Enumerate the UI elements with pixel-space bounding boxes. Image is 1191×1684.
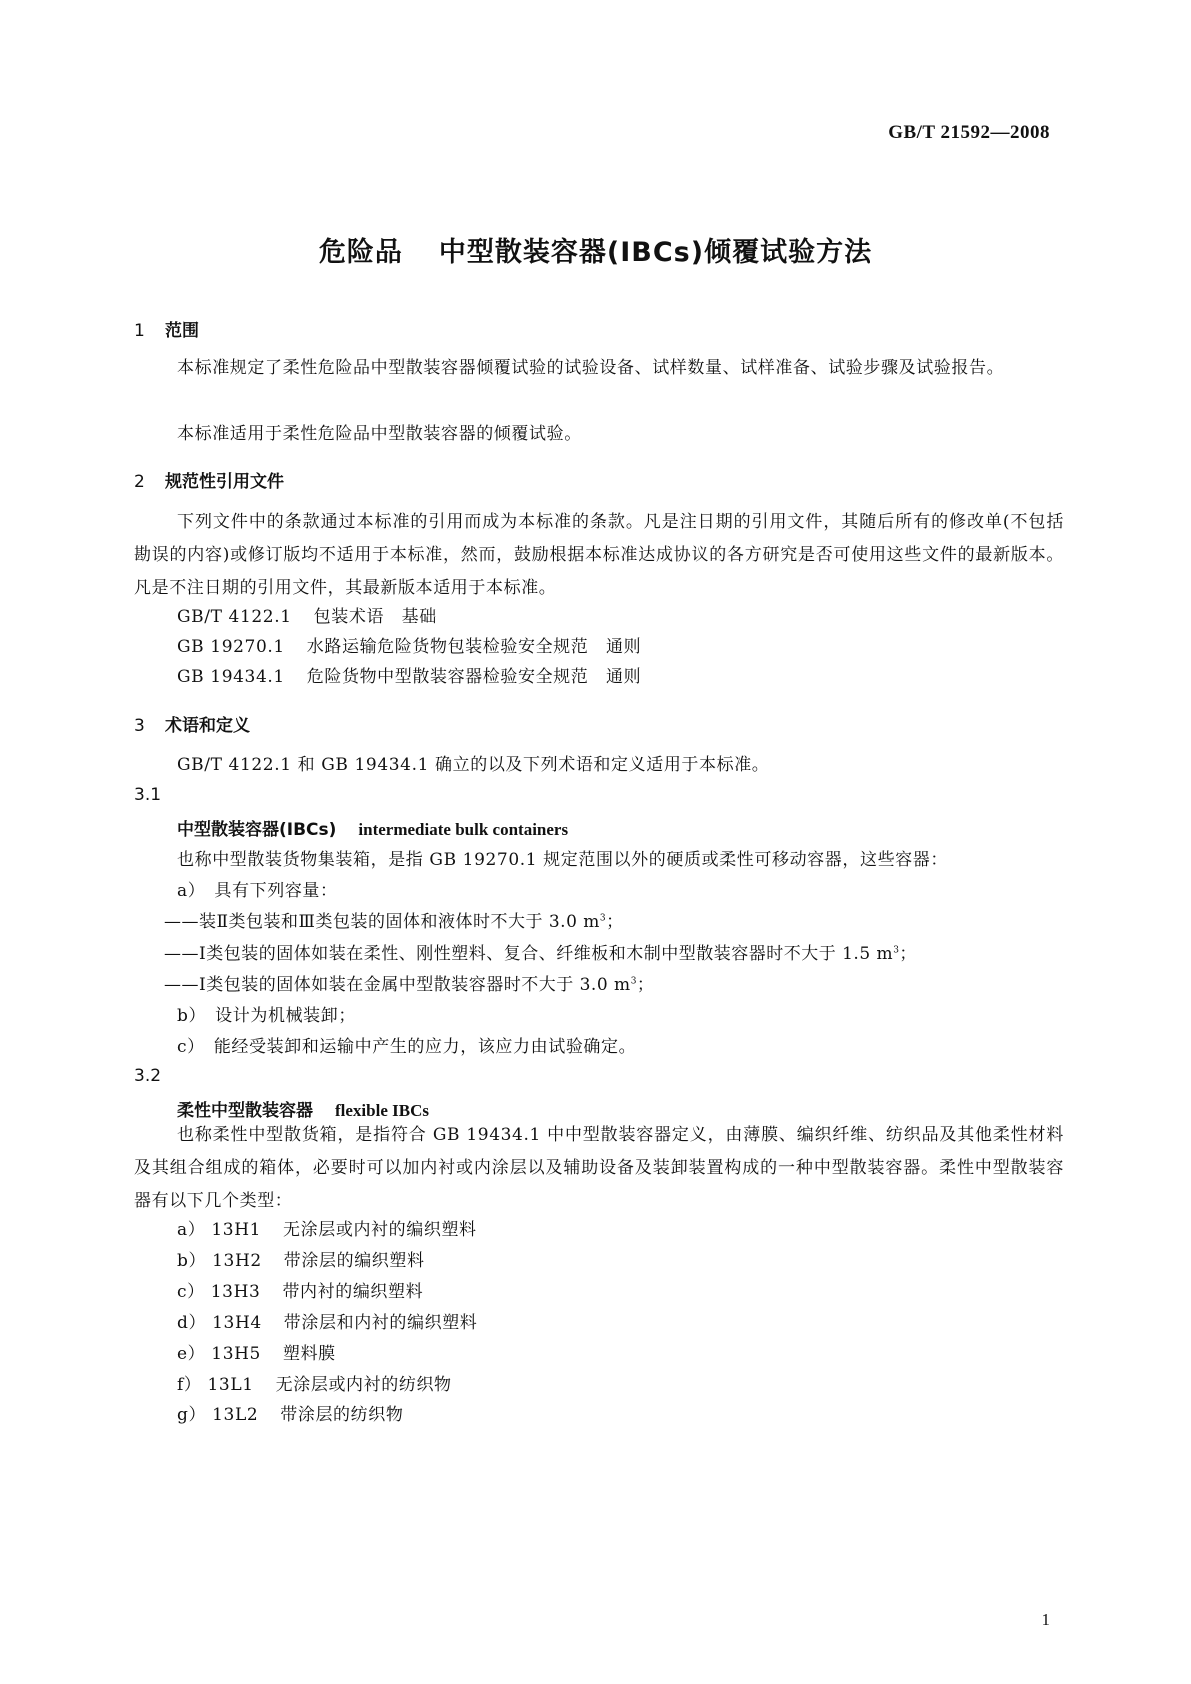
type-item-c: c） 13H3 带内衬的编织塑料: [177, 1282, 424, 1302]
standard-code: GB/T 21592—2008: [888, 122, 1050, 143]
type-item-e: e） 13H5 塑料膜: [177, 1344, 336, 1364]
type-item-b: b） 13H2 带涂层的编织塑料: [177, 1251, 425, 1271]
list-item-b: b） 设计为机械装卸；: [177, 1006, 356, 1026]
section-1-heading: 1 范围: [134, 321, 199, 341]
section-3-heading: 3 术语和定义: [134, 716, 250, 736]
section-1-para-1: 本标准规定了柔性危险品中型散装容器倾覆试验的试验设备、试样数量、试样准备、试验步骤及试验报告。: [177, 358, 1005, 378]
type-item-f: f） 13L1 无涂层或内衬的纺织物: [177, 1375, 452, 1395]
title-part-1: 危险品: [318, 237, 403, 268]
reference-2: GB 19270.1 水路运输危险货物包装检验安全规范 通则: [177, 637, 642, 657]
reference-3: GB 19434.1 危险货物中型散装容器检验安全规范 通则: [177, 667, 642, 687]
type-item-d: d） 13H4 带涂层和内衬的编织塑料: [177, 1313, 478, 1333]
page-number: 1: [1041, 1610, 1050, 1629]
type-item-a: a） 13H1 无涂层或内衬的编织塑料: [177, 1220, 477, 1240]
subsection-3-1-number: 3.1: [134, 785, 162, 805]
dash-item-1: ——装Ⅱ类包装和Ⅲ类包装的固体和液体时不大于 3.0 $m^3$；: [164, 912, 624, 932]
section-3-para-1: GB/T 4122.1 和 GB 19434.1 确立的以及下列术语和定义适用于本标准。: [177, 755, 770, 775]
term-3-2-definition: 也称柔性中型散货箱，是指符合 GB 19434.1 中中型散装容器定义，由薄膜、编织纤维、纺织品及其他柔性材料及其组合组成的箱体，必要时可以加内衬或内涂层以及辅助设备及装卸装置构成的一种中型散装容器。柔性中型散装容器有以下几个类型：: [134, 1125, 1064, 1211]
subsection-3-2-number: 3.2: [134, 1066, 162, 1086]
type-item-g: g） 13L2 带涂层的纺织物: [177, 1405, 404, 1425]
title-part-2: 中型散装容器(IBCs)倾覆试验方法: [438, 237, 873, 268]
term-3-1-definition: 也称中型散装货物集装箱，是指 GB 19270.1 规定范围以外的硬质或柔性可移动容器，这些容器：: [177, 850, 948, 870]
section-2-para-1: 下列文件中的条款通过本标准的引用而成为本标准的条款。凡是注日期的引用文件，其随后所有的修改单(不包括勘误的内容)或修订版均不适用于本标准，然而，鼓励根据本标准达成协议的各方研究是否可使用这些文件的最新版本。凡是不注日期的引用文件，其最新版本适用于本标准。: [134, 512, 1064, 598]
section-2-heading: 2 规范性引用文件: [134, 472, 284, 492]
reference-1: GB/T 4122.1 包装术语 基础: [177, 607, 437, 627]
list-item-c: c） 能经受装卸和运输中产生的应力，该应力由试验确定。: [177, 1037, 637, 1057]
page-title: [0, 230, 1191, 269]
dash-item-3: ——Ⅰ类包装的固体如装在金属中型散装容器时不大于 3.0 $m^3$；: [164, 975, 655, 995]
term-3-2: 柔性中型散装容器 flexible IBCs: [177, 1101, 429, 1121]
dash-item-2: ——Ⅰ类包装的固体如装在柔性、刚性塑料、复合、纤维板和木制中型散装容器时不大于 1.5 $m^3$；: [164, 944, 917, 964]
list-item-a: a） 具有下列容量：: [177, 881, 338, 901]
section-1-para-2: 本标准适用于柔性危险品中型散装容器的倾覆试验。: [177, 424, 582, 444]
term-3-1: 中型散装容器(IBCs) intermediate bulk containers: [177, 820, 569, 840]
